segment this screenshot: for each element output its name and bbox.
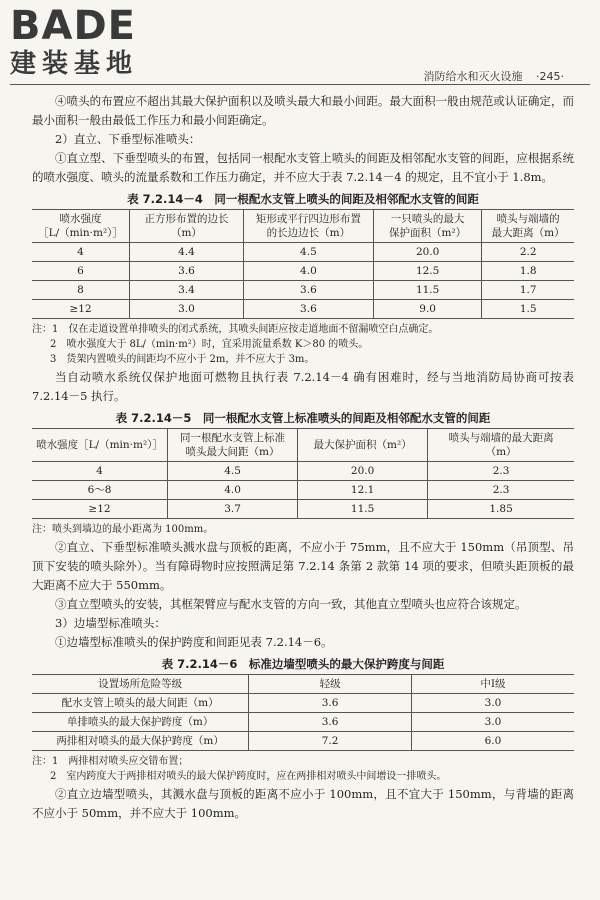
table-header-row [32,675,574,694]
column-header: 喷头与端墙的 最大距离（m） [482,210,574,243]
column-header: 最大保护面积（m²） [298,429,428,462]
table-cell: 2.2 [482,243,574,262]
table-cell: 20.0 [373,243,481,262]
table-cell: 两排相对喷头的最大保护跨度（m） [32,732,249,751]
table2-title: 表 7.2.14－5 同一根配水支管上标准喷头的间距及相邻配水支管的间距 [115,411,491,425]
table-cell: 7.2 [249,732,412,751]
logo-text-zh: 建装基地 [10,49,139,79]
column-header: 喷水强度［L/（min·m²）］ [32,429,168,462]
column-header: 设置场所危险等级 [32,675,249,694]
column-header: 一只喷头的最大 保护面积（m²） [373,210,481,243]
table-cell: 3.0 [130,300,244,319]
header-rule [10,84,590,85]
table-header-row [32,429,574,462]
table-cell: 3.6 [243,281,373,300]
table3-title: 表 7.2.14－6 标准边墙型喷头的最大保护跨度与间距 [161,657,445,671]
table-cell: 3.6 [243,300,373,319]
table-cell: 6～8 [32,481,168,500]
paragraph-6: ③直立型喷头的安装，其框架臂应与配水支管的方向一致，其他直立型喷头也应符合该规定。 [55,597,527,611]
table-cell: 3.0 [411,713,574,732]
table-cell: 1.85 [428,500,574,519]
table-cell: ≥12 [32,300,130,319]
table-cell: 4 [32,243,130,262]
table-cell: 3.6 [249,694,412,713]
table-cell: 4.0 [168,481,298,500]
table-cell: 3.4 [130,281,244,300]
section-title: 消防给水和灭火设施 [423,70,523,83]
paragraph-3: ①直立型、下垂型喷头的布置，包括同一根配水支管上喷头的间距及相邻配水支管的间距，应根据系统的喷水强度、喷头的流量系数和工作压力确定，并不应大于表 7.2.14－4 的规定，且不宜小于 1.8m。 [32,151,574,184]
paragraph-1: ④喷头的布置应不超出其最大保护面积以及喷头最大和最小间距。最大面积一般由规范或认证确定，而最小面积一般由最低工作压力和最小间距确定。 [32,94,574,127]
table-cell: 2.3 [428,462,574,481]
table-cell: 4.5 [168,462,298,481]
table3-notes [32,754,574,784]
table-note: 2 喷水强度大于 8L/（min·m²）时，宜采用流量系数 K＞80 的喷头。 [50,339,369,350]
table-cell: 4 [32,462,168,481]
column-header: 正方形布置的边长 （m） [130,210,244,243]
table1-title: 表 7.2.14－4 同一根配水支管上喷头的间距及相邻配水支管的间距 [127,192,479,206]
table-cell: 4.5 [243,243,373,262]
page-body [32,92,574,823]
table-cell: 1.5 [482,300,574,319]
table-row [32,281,574,300]
paragraph-2: 2）直立、下垂型标准喷头： [55,132,201,146]
table1 [32,209,574,319]
table-row [32,732,574,751]
table-cell: 6.0 [411,732,574,751]
table-cell: 3.0 [411,694,574,713]
table-note: 注：喷头到墙边的最小距离为 100mm。 [32,524,214,535]
column-header: 同一根配水支管上标准 喷头最大间距（m） [168,429,298,462]
table-cell: 3.6 [249,713,412,732]
table-row [32,243,574,262]
page-number: ·245· [536,70,564,83]
table-cell: 1.8 [482,262,574,281]
table-cell: ≥12 [32,500,168,519]
table-cell: 11.5 [373,281,481,300]
paragraph-8: ①边墙型标准喷头的保护跨度和间距见表 7.2.14－6。 [55,635,333,649]
table-row [32,500,574,519]
paragraph-4: 当自动喷水系统仅保护地面可燃物且执行表 7.2.14－4 确有困难时，经与当地消防局协商可按表 7.2.14－5 执行。 [32,370,574,403]
table3 [32,674,574,751]
column-header: 轻级 [249,675,412,694]
table-cell: 11.5 [298,500,428,519]
table-note: 2 室内跨度大于两排相对喷头的最大保护跨度时，应在两排相对喷头中间增设一排喷头。 [50,771,447,782]
table-cell: 12.1 [298,481,428,500]
table-row [32,713,574,732]
table-note: 注：1 仅在走道设置单排喷头的闭式系统，其喷头间距应按走道地面不留漏喷空白点确定。 [32,324,439,335]
table-note: 注：1 两排相对喷头应交错布置； [32,756,189,767]
table2 [32,428,574,519]
table-cell: 12.5 [373,262,481,281]
table-cell: 20.0 [298,462,428,481]
table-cell: 6 [32,262,130,281]
table-note: 3 货架内置喷头的间距均不应小于 2m，并不应大于 3m。 [50,354,315,365]
column-header: 矩形或平行四边形布置 的长边边长（m） [243,210,373,243]
logo-text-en: BADE [10,3,136,49]
table-cell: 8 [32,281,130,300]
logo [10,3,210,80]
paragraph-9: ②直立边墙型喷头，其溅水盘与顶板的距离不应小于 100mm，且不宜大于 150mm，与背墙的距离不应小于 50mm，并不应大于 100mm。 [32,787,574,820]
table-cell: 4.4 [130,243,244,262]
table-cell: 9.0 [373,300,481,319]
table-header-row [32,210,574,243]
table-cell: 2.3 [428,481,574,500]
table-row [32,462,574,481]
table-row [32,481,574,500]
table-row [32,694,574,713]
table-cell: 1.7 [482,281,574,300]
column-header: 喷头与端墙的最大距离 （m） [428,429,574,462]
table-cell: 单排喷头的最大保护跨度（m） [32,713,249,732]
column-header: 中Ⅰ级 [411,675,574,694]
running-header [424,68,565,84]
table-row [32,300,574,319]
table-cell: 3.6 [130,262,244,281]
paragraph-7: 3）边墙型标准喷头： [55,616,166,630]
table-cell: 4.0 [243,262,373,281]
table1-notes [32,322,574,367]
paragraph-5: ②直立、下垂型标准喷头溅水盘与顶板的距离，不应小于 75mm，且不应大于 150mm（吊顶型、吊顶下安装的喷头除外）。当有障碍物时应按照满足第 7.2.14 条第 2 款第 14 项的要求，但喷头距顶板的最大距离不应大于 550mm。 [32,540,574,592]
table2-notes [32,522,574,537]
table-cell: 配水支管上喷头的最大间距（m） [32,694,249,713]
column-header: 喷水强度 ［L/（min·m²）］ [32,210,130,243]
table-cell: 3.7 [168,500,298,519]
table-row [32,262,574,281]
